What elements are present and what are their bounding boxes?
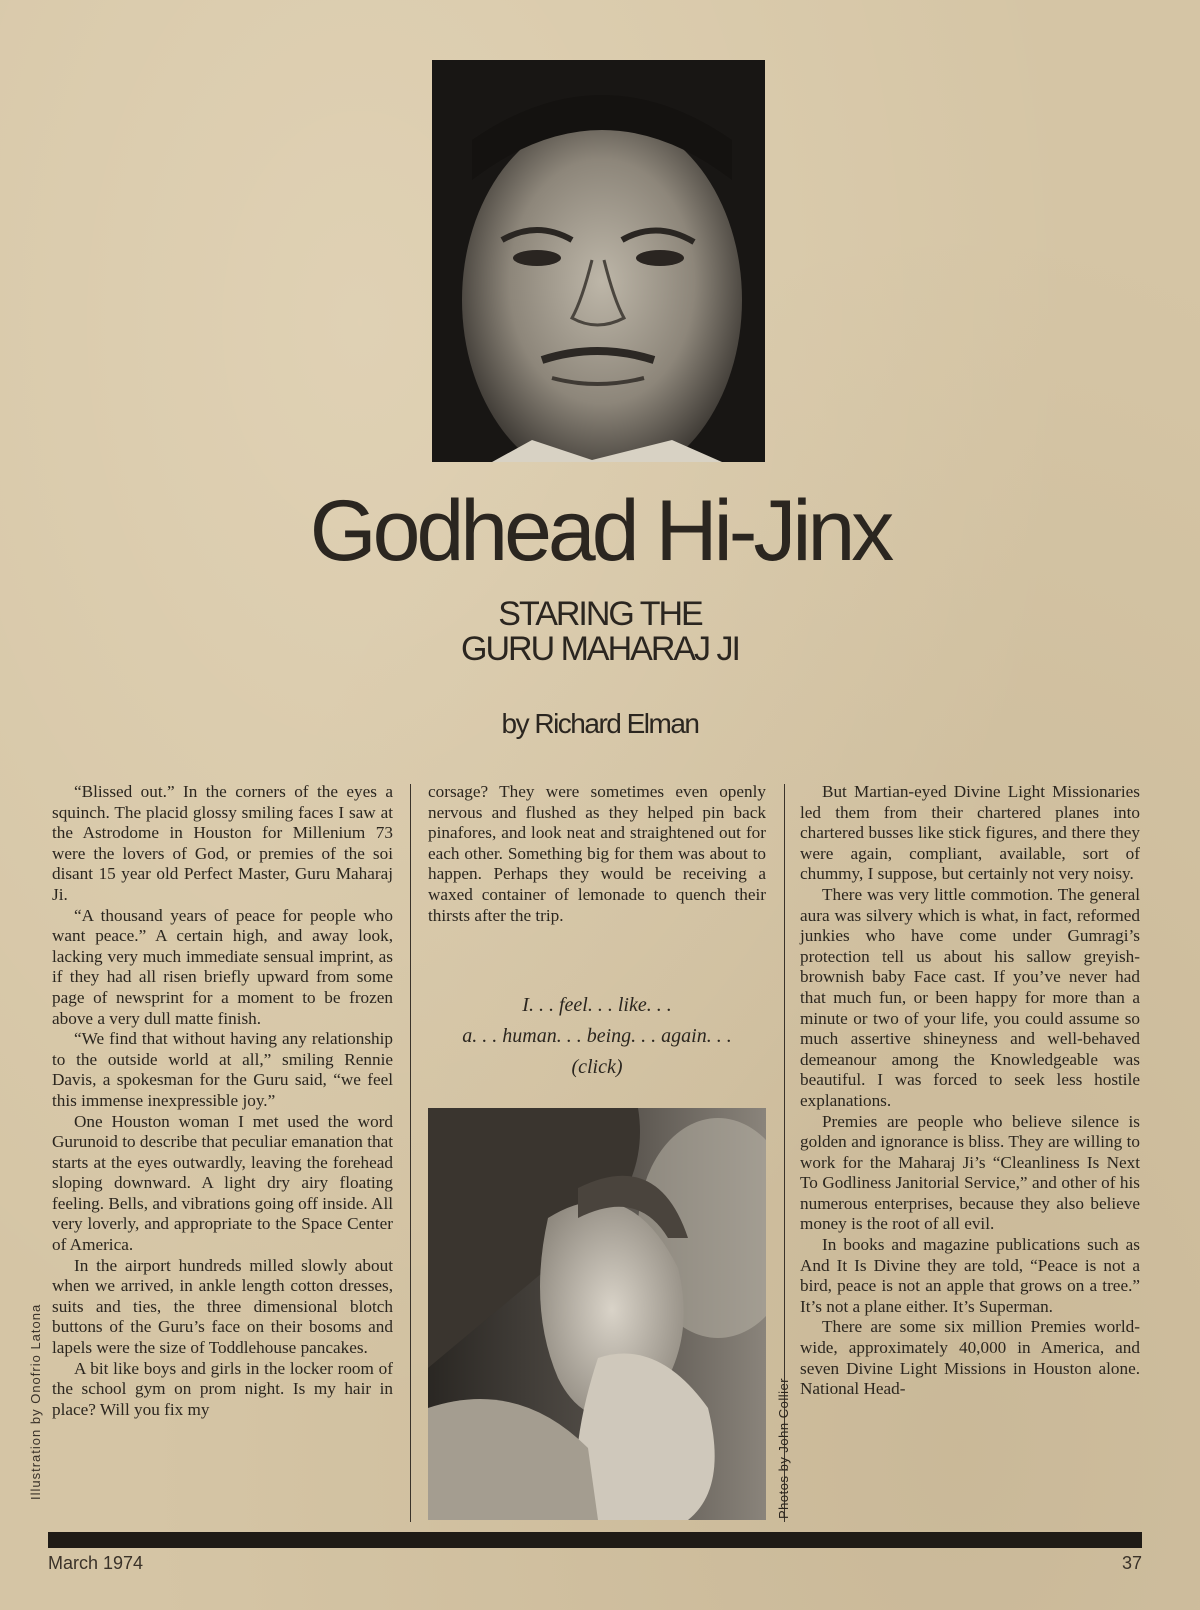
byline: by Richard Elman xyxy=(501,708,699,739)
paragraph: In books and magazine publications such as And It Is Divine they are told, “Peace is not a bird, peace is not an apple that grows on a tree.” It’s not a plane either. It’s Superman. xyxy=(800,1235,1140,1316)
page-number: 37 xyxy=(1121,1553,1142,1573)
illustration-credit: Illustration by Onofrio Latona xyxy=(28,1303,43,1500)
pull-quote-line-3: (click) xyxy=(571,1056,623,1078)
paragraph: But Martian-eyed Divine Light Missionaries led them from their chartered planes into chartered busses like stick figures, and there they were again, compliant, available, sort of chummy, I suppose, but certainly not very noisy. xyxy=(800,782,1140,884)
paragraph: Premies are people who believe silence is golden and ignorance is bliss. They are willing to work for the Maharaj Ji’s “Cleanliness Is Next To Godliness Janitorial Service,” and other of his numerous enterprises, because they also believe money is the root of all evil. xyxy=(800,1111,1140,1234)
paragraph: “Blissed out.” In the corners of the eyes a squinch. The placid glossy smiling faces I saw at the Astrodome in Houston for Millenium 73 were the lovers of God, or premies of the soi disant 15 year old Perfect Master, Guru Maharaj Ji. xyxy=(52,782,393,904)
subtitle-line-2: GURU MAHARAJ JI xyxy=(461,630,739,669)
paragraph: There are some six million Premies world-wide, approximately 40,000 in America, and seven Divine Light Missions in Houston alone. National Head- xyxy=(800,1317,1140,1399)
paragraph: “A thousand years of peace for people who want peace.” A certain high, and away look, lacking very much immediate sensual imprint, as if they had all risen briefly upward from some page of newsprint for a moment to be frozen above a very dull matte finish. xyxy=(52,905,393,1028)
article-subtitle xyxy=(0,597,1200,668)
paragraph: There was very little commotion. The general aura was silvery which is what, in fact, reformed junkies who have come under Gumragi’s protection tell us about his sallow greyish-brownish baby Face cast. If you’ve never had that much fun, or been happy for more than a minute or two of your life, you could assume so much assertive shineyness and well-behaved demeanour among the Knowledgeable was beautiful. I was forced to seek less hostile explanations. xyxy=(800,884,1140,1110)
paragraph: “We find that without having any relationship to the outside world at all,” smiling Rennie Davis, a spokesman for the Guru said, “we feel this immense inexpressible joy.” xyxy=(52,1029,393,1110)
subtitle-line-1: STARING THE xyxy=(498,595,702,633)
pull-quote xyxy=(420,990,774,1083)
paragraph: corsage? They were sometimes even openly nervous and flushed as they helped pin back pinafores, and look neat and straightened out for each other. Something big for them was about to happen. Perhaps they would be receiving a waxed container of lemonade to quench their thirsts after the trip. xyxy=(428,782,766,925)
column-2 xyxy=(428,782,766,926)
paragraph: In the airport hundreds milled slowly about when we arrived, in ankle length cotton dresses, suits and ties, the three dimensional blotch buttons of the Guru’s face on their bosoms and lapels were the size of Toddlehouse pancakes. xyxy=(52,1255,393,1358)
article-title: Godhead Hi-Jinx xyxy=(309,483,891,579)
issue-date: March 1974 xyxy=(48,1553,144,1573)
woman-photo xyxy=(428,1108,766,1520)
column-1 xyxy=(52,782,393,1420)
column-3 xyxy=(800,782,1140,1400)
portrait-illustration xyxy=(432,60,765,462)
pull-quote-line-2: a. . . human. . . being. . . again. . . xyxy=(462,1025,732,1047)
paragraph: A bit like boys and girls in the locker room of the school gym on prom night. Is my hair in place? Will you fix my xyxy=(52,1358,393,1419)
paragraph: One Houston woman I met used the word Gurunoid to describe that peculiar emanation that starts at the eyes outwardly, leaving the forehead sloping downward. A light dry airy floating feeling. Bells, and vibrations going off inside. All very loverly, and appropriate to the Space Center of America. xyxy=(52,1111,393,1255)
footer-rule xyxy=(48,1532,1142,1548)
column-rule xyxy=(410,784,411,1522)
pull-quote-line-1: I. . . feel. . . like. . . xyxy=(522,994,672,1016)
photo-credit: Photos by John Collier xyxy=(776,1377,791,1519)
